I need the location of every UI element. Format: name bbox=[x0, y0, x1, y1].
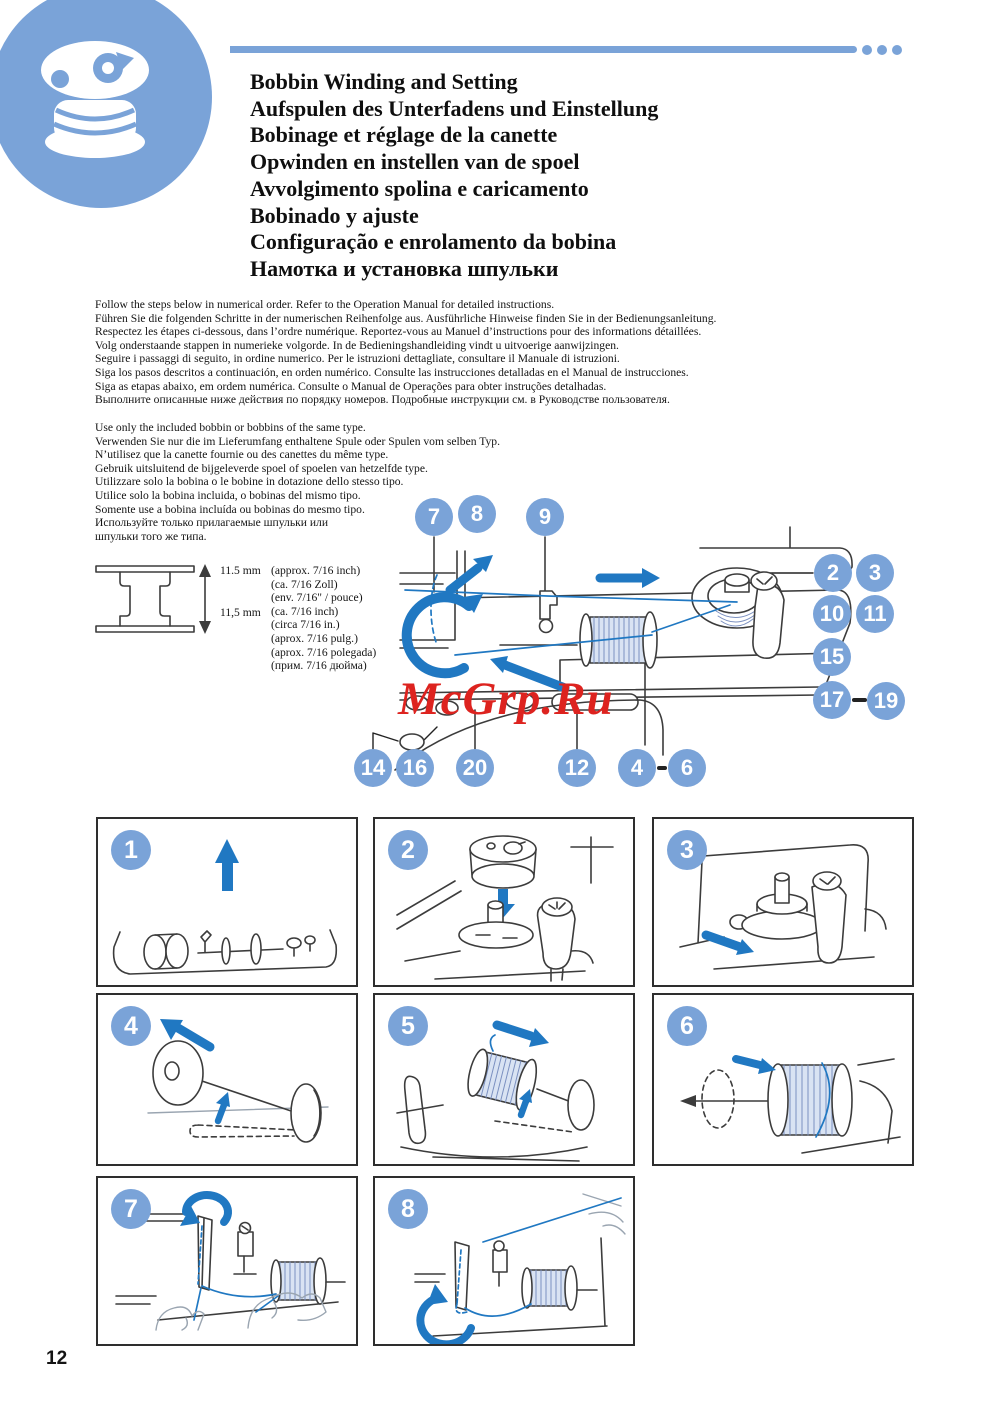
page-title bbox=[250, 69, 658, 283]
callout-14: 14 bbox=[354, 749, 392, 787]
right-arrow-icon bbox=[497, 1025, 549, 1047]
step-panel-4 bbox=[96, 993, 358, 1166]
instruction-line: N’utilisez que la canette fournie ou des canettes du même type. bbox=[95, 448, 389, 462]
step-panel-2 bbox=[373, 817, 635, 987]
step-number-badge: 1 bbox=[111, 830, 151, 870]
step-number-badge: 7 bbox=[111, 1189, 151, 1229]
instruction-line: Use only the included bobbin or bobbins of the same type. bbox=[95, 421, 366, 434]
callout-20: 20 bbox=[456, 749, 494, 787]
title-line-ru: Намотка и установка шпульки bbox=[250, 255, 559, 281]
callout-16: 16 bbox=[396, 749, 434, 787]
callout-6: 6 bbox=[668, 749, 706, 787]
header-dot-icon bbox=[877, 45, 887, 55]
equivalent-line: (aprox. 7/16 pulg.) bbox=[271, 631, 358, 645]
step-panel-6 bbox=[652, 993, 914, 1166]
right-arrow-icon bbox=[706, 935, 754, 955]
header-dot-icon bbox=[862, 45, 872, 55]
title-line-fr: Bobinage et réglage de la canette bbox=[250, 122, 558, 148]
corner-accent-circle bbox=[0, 0, 212, 208]
callout-link-dash bbox=[852, 698, 867, 702]
instruction-line: Siga los pasos descritos a continuación, en orden numérico. Consulte las instrucciones detalladas en el Manual de instrucciones. bbox=[95, 365, 689, 379]
callout-9: 9 bbox=[526, 498, 564, 536]
callout-17: 17 bbox=[813, 681, 851, 719]
equivalent-line: (env. 7/16" / pouce) bbox=[271, 591, 363, 605]
instruction-line: Используйте только прилагаемые шпульки или bbox=[95, 516, 329, 530]
step-number-badge: 3 bbox=[667, 830, 707, 870]
title-line-nl: Opwinden en instellen van de spoel bbox=[250, 149, 580, 175]
callout-3: 3 bbox=[856, 554, 894, 592]
step-panel-7 bbox=[96, 1176, 358, 1346]
equivalent-line: (circa 7/16 in.) bbox=[271, 618, 340, 632]
instruction-line: Führen Sie die folgenden Schritte in der numerischen Reihenfolge aus. Ausführliche Hinweise finden Sie in der Bedienungsanleitung. bbox=[95, 311, 717, 325]
bobbin-size-metric-alt: 11,5 mm bbox=[220, 606, 261, 619]
step-panel-3 bbox=[652, 817, 914, 987]
instruction-line: Respectez les étapes ci-dessous, dans l’ordre numérique. Reportez-vous au Manuel d’instructions pour des informations détaillées. bbox=[95, 325, 702, 339]
bobbin-cross-section-art bbox=[90, 560, 218, 644]
step-number-badge: 6 bbox=[667, 1006, 707, 1046]
step-panel-5 bbox=[373, 993, 635, 1166]
header-dot-icon bbox=[892, 45, 902, 55]
bobbin-icon bbox=[30, 30, 160, 160]
follow-steps-paragraph bbox=[95, 298, 716, 407]
instruction-line: Seguire i passaggi di seguito, in ordine numerico. Per le istruzioni dettagliate, consultare il Manuale di istruzioni. bbox=[95, 352, 620, 366]
equivalent-line: (прим. 7/16 дюйма) bbox=[271, 659, 367, 673]
step-panel-1 bbox=[96, 817, 358, 987]
callout-7: 7 bbox=[415, 498, 453, 536]
callout-15: 15 bbox=[813, 638, 851, 676]
instruction-line: Utilizzare solo la bobina o le bobine in dotazione dello stesso tipo. bbox=[95, 475, 404, 489]
bobbin-size-metric: 11.5 mm bbox=[220, 564, 261, 577]
page-number: 12 bbox=[46, 1348, 68, 1369]
callout-link-dash bbox=[657, 766, 667, 770]
instruction-line: Выполните описанные ниже действия по порядку номеров. Подробные инструкции см. в Руководстве пользователя. bbox=[95, 393, 670, 407]
callout-11: 11 bbox=[856, 595, 894, 633]
instruction-line: Gebruik uitsluitend de bijgeleverde spoel of spoelen van hetzelfde type. bbox=[95, 461, 428, 475]
instruction-line: Utilice solo la bobina incluida, o bobinas del mismo tipo. bbox=[95, 488, 361, 502]
title-line-pt: Configuração e enrolamento da bobina bbox=[250, 229, 617, 255]
callout-19: 19 bbox=[867, 682, 905, 720]
instruction-line: Verwenden Sie nur die im Lieferumfang enthaltene Spule oder Spulen vom selben Typ. bbox=[95, 434, 500, 448]
watermark: McGrp.Ru bbox=[398, 673, 614, 725]
right-arrow-icon bbox=[736, 1058, 776, 1074]
title-line-de: Aufspulen des Unterfadens und Einstellung bbox=[250, 95, 659, 121]
equivalent-line: (ca. 7/16 Zoll) bbox=[271, 577, 338, 591]
callout-2: 2 bbox=[814, 554, 852, 592]
title-line-it: Avvolgimento spolina e caricamento bbox=[250, 175, 589, 201]
equivalent-line: (approx. 7/16 inch) bbox=[271, 564, 361, 577]
instruction-line: Volg onderstaande stappen in numerieke volgorde. In de Bedieningshandleiding vindt u uitvoerige aanwijzingen. bbox=[95, 338, 619, 352]
instruction-line: Somente use a bobina incluída ou bobinas do mesmo tipo. bbox=[95, 502, 365, 516]
instruction-line: Siga as etapas abaixo, em ordem numérica. Consulte o Manual de Operações para obter instruções detalhadas. bbox=[95, 379, 607, 393]
title-line-en: Bobbin Winding and Setting bbox=[250, 69, 518, 94]
header-accent-bar bbox=[230, 46, 857, 53]
callout-10: 10 bbox=[813, 595, 851, 633]
equivalent-line: (ca. 7/16 inch) bbox=[271, 604, 339, 618]
equivalent-line: (aprox. 7/16 polegada) bbox=[271, 645, 377, 659]
callout-12: 12 bbox=[558, 749, 596, 787]
step-number-badge: 2 bbox=[388, 830, 428, 870]
instruction-line: шпульки того же типа. bbox=[95, 529, 207, 543]
callout-8: 8 bbox=[458, 495, 496, 533]
step-number-badge: 4 bbox=[111, 1006, 151, 1046]
instruction-line: Follow the steps below in numerical order. Refer to the Operation Manual for detailed instructions. bbox=[95, 298, 555, 311]
title-line-es: Bobinado y ajuste bbox=[250, 202, 419, 228]
callout-4: 4 bbox=[618, 749, 656, 787]
up-arrow-small-icon bbox=[216, 1092, 230, 1121]
step-panel-8 bbox=[373, 1176, 635, 1346]
step-number-badge: 5 bbox=[388, 1006, 428, 1046]
step-number-badge: 8 bbox=[388, 1189, 428, 1229]
